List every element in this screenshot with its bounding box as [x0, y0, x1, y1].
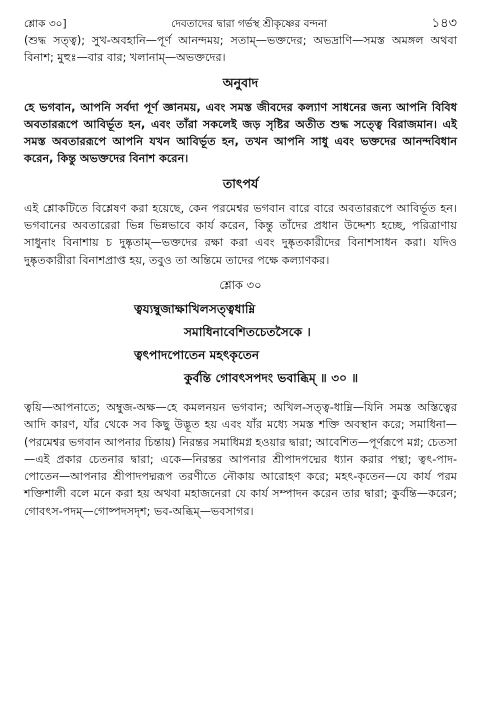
verse-title: শ্লোক ৩০: [219, 277, 262, 292]
word-for-word-synonyms: ত্বয়ি—আপনাতে; অম্বুজ-অক্ষ—হে কমলনয়ন ভগবান; অখিল-সত্ত্ব-ধাম্নি—যিনি সমস্ত অস্তিত্বের আদি কারণ, যাঁর থেকে সব কিছু উদ্ভূত হয় এবং যাঁর মধ্যে সমস্ত শক্তি অবস্থান করে; সমাধিনা—(পরমেশ্বর ভগবান আপনার চিন্তায়) নিরন্তর সমাধিমগ্ন হওয়ার দ্বারা; আবেশিত—পূর্ণরূপে মগ্ন; চেতসা—এই প্রকার চেতনার দ্বারা; একে—নিরন্তর আপনার শ্রীপাদপদ্মের ধ্যান করার পন্থা; ত্বৎ-পাদ-পোতেন—আপনার শ্রীপাদপদ্মরূপ তরণীতে নৌকায় আরোহণ করে; মহৎ-কৃতেন—যে কার্য পরম শক্তিশালী বলে মনে করা হয় অথবা মহাজনেরা যে কার্য সম্পাদন করেন তার দ্বারা; কুর্বন্তি—করেন; গোবৎস-পদম্—গোষ্পদসদৃশ; ভব-অব্ধিম্—ভবসাগর।: [24, 400, 457, 518]
header-chapter-title: দেবতাদের দ্বারা গর্ভস্থ শ্রীকৃষ্ণের বন্দনা: [171, 18, 328, 30]
verse-line-2: সমাধিনাবেশিতচেতসৈকে ।: [184, 324, 311, 339]
verse-line-3: ত্বৎপাদপোতেন মহৎকৃতেন: [134, 347, 260, 362]
translation-text: হে ভগবান, আপনি সর্বদা পূর্ণ জ্ঞানময়, এবং সমস্ত জীবদের কল্যাণ সাধনের জন্য আপনি বিবিধ অবতাররূপে আবির্ভূত হন, এবং তাঁরা সকলেই জড় সৃষ্টির অতীত শুদ্ধ সত্ত্বে বিরাজমান। এই সমস্ত অবতাররূপে আপনি যখন আবির্ভূত হন, তখন আপনি সাধু এবং ভক্তদের আনন্দবিধান করেন, কিন্তু অভক্তদের বিনাশ করেন।: [24, 100, 457, 166]
header-verse-ref: শ্লোক ৩০]: [24, 18, 67, 30]
purport-text: এই শ্লোকটিতে বিশ্লেষণ করা হয়েছে, কেন পরমেশ্বর ভগবান বারে বারে অবতাররূপে আবির্ভূত হন। ভগবানের অবতারেরা ভিন্ন ভিন্নভাবে কার্য করেন, কিন্তু তাঁদের প্রধান উদ্দেশ্য হচ্ছে, পরিত্রাণায় সাধুনাং বিনাশায় চ দুষ্কৃতাম্—ভক্তদের রক্ষা করা এবং দুষ্কৃতকারীদের বিনাশসাধন করা। যদিও দুষ্কৃতকারীরা বিনাশপ্রাপ্ত হয়, তবুও তা অন্তিমে তাদের পক্ষে কল্যাণকর।: [24, 201, 457, 267]
page-number: ১৪৩: [431, 16, 457, 31]
translation-heading: অনুবাদ: [222, 74, 259, 90]
synonyms-continued: (শুদ্ধ সত্ত্ব); সুখ-অবহানি—পূর্ণ আনন্দময়; সতাম্—ভক্তদের; অভদ্রাণি—সমস্ত অমঙ্গল অথবা বিনাশ; মুহুঃ—বার বার; খলানাম্—অভক্তদের।: [24, 34, 457, 65]
verse-line-1: ত্বয্যম্বুজাক্ষাখিলসত্ত্বধাম্নি: [134, 301, 256, 316]
verse-line-4: কুর্বন্তি গোবৎসপদং ভবাব্ধিম্ ॥ ৩০ ॥: [184, 370, 359, 385]
purport-heading: তাৎপর্য: [222, 175, 259, 191]
running-header: [24, 14, 457, 32]
